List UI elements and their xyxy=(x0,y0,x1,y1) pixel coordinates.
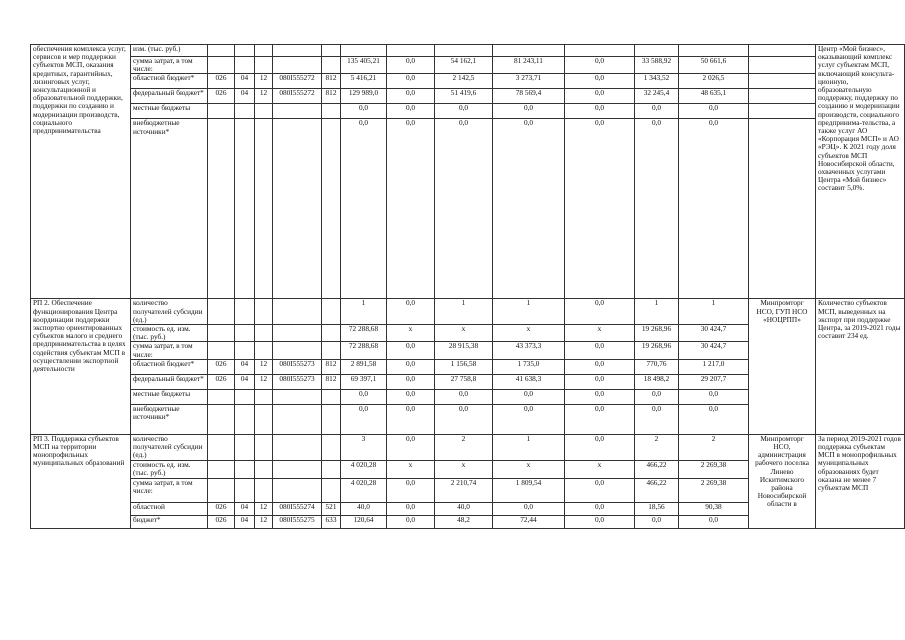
value-cell: 0,0 xyxy=(679,119,749,299)
value-cell: 51 419,6 xyxy=(435,89,493,104)
value-cell: 026 xyxy=(208,515,235,528)
value-cell: 0,0 xyxy=(493,104,565,119)
value-cell xyxy=(322,342,341,359)
value-cell: 81 243,11 xyxy=(493,57,565,74)
value-cell: 19 268,96 xyxy=(635,342,679,359)
indicator-cell: областной бюджет* xyxy=(131,74,208,89)
value-cell xyxy=(235,460,255,478)
indicator-cell: сумма затрат, в том числе: xyxy=(131,342,208,359)
value-cell: 1 156,58 xyxy=(435,359,493,374)
value-cell: x xyxy=(387,460,435,478)
value-cell: 12 xyxy=(255,502,273,515)
value-cell: 33 588,92 xyxy=(635,57,679,74)
indicator-cell: федеральный бюджет* xyxy=(131,89,208,104)
indicator-cell: внебюджетные источники* xyxy=(131,119,208,299)
value-cell: 0,0 xyxy=(341,404,387,434)
value-cell: 0,0 xyxy=(635,515,679,528)
value-cell: 3 xyxy=(341,434,387,460)
value-cell xyxy=(679,45,749,57)
value-cell: 1 xyxy=(341,299,387,325)
value-cell: x xyxy=(565,460,635,478)
value-cell: 0,0 xyxy=(565,374,635,389)
value-cell xyxy=(273,119,322,299)
value-cell: 72 288,68 xyxy=(341,325,387,342)
value-cell: x xyxy=(493,460,565,478)
value-cell xyxy=(208,119,235,299)
indicator-cell: количество получателей субсидии (ед.) xyxy=(131,434,208,460)
value-cell xyxy=(749,57,816,74)
value-cell xyxy=(749,45,816,57)
value-cell xyxy=(235,104,255,119)
value-cell: 0,0 xyxy=(565,342,635,359)
value-cell: 50 661,6 xyxy=(679,57,749,74)
value-cell xyxy=(235,389,255,404)
value-cell xyxy=(493,45,565,57)
table-row xyxy=(31,104,905,119)
value-cell: 120,64 xyxy=(341,515,387,528)
value-cell: 48 635,1 xyxy=(679,89,749,104)
value-cell: 0,0 xyxy=(435,119,493,299)
value-cell xyxy=(322,434,341,460)
activity-name-cell: РП 3. Поддержка субъектов МСП на территории монопрофильных муниципальных образований xyxy=(31,434,131,528)
value-cell: 026 xyxy=(208,359,235,374)
value-cell: 0,0 xyxy=(387,104,435,119)
value-cell: 0,0 xyxy=(387,515,435,528)
value-cell xyxy=(208,342,235,359)
indicator-cell: местные бюджеты xyxy=(131,104,208,119)
value-cell: 30 424,7 xyxy=(679,325,749,342)
value-cell: 633 xyxy=(322,515,341,528)
value-cell: 080I555274 xyxy=(273,502,322,515)
executor-cell: Минпромторг НСО, ГУП НСО «НОЦРПП» xyxy=(749,299,816,434)
value-cell: 0,0 xyxy=(565,502,635,515)
value-cell xyxy=(208,57,235,74)
value-cell xyxy=(565,45,635,57)
table-row xyxy=(31,434,905,460)
value-cell xyxy=(273,478,322,502)
value-cell xyxy=(255,104,273,119)
value-cell xyxy=(235,119,255,299)
value-cell: 1 xyxy=(679,299,749,325)
value-cell xyxy=(322,45,341,57)
value-cell xyxy=(235,404,255,434)
activity-name-cell: РП 2. Обеспечение функционирования Центра координации поддержки экспортно ориентированных субъектов малого и среднего предпринимательства в целях содействия субъектам МСП в осуществлении экспортной деятельности xyxy=(31,299,131,434)
value-cell: 812 xyxy=(322,89,341,104)
value-cell xyxy=(255,119,273,299)
value-cell: 04 xyxy=(235,515,255,528)
value-cell: 2 891,58 xyxy=(341,359,387,374)
value-cell: 1 xyxy=(435,299,493,325)
value-cell xyxy=(322,389,341,404)
value-cell: 12 xyxy=(255,515,273,528)
value-cell: 12 xyxy=(255,89,273,104)
value-cell: 04 xyxy=(235,374,255,389)
value-cell: 2 026,5 xyxy=(679,74,749,89)
value-cell xyxy=(387,45,435,57)
value-cell: 0,0 xyxy=(635,389,679,404)
indicator-cell: местные бюджеты xyxy=(131,389,208,404)
value-cell: x xyxy=(387,325,435,342)
value-cell: 2 xyxy=(635,434,679,460)
value-cell: 0,0 xyxy=(387,502,435,515)
indicator-cell: сумма затрат, в том числе: xyxy=(131,57,208,74)
value-cell: 1 xyxy=(493,434,565,460)
value-cell xyxy=(322,299,341,325)
value-cell xyxy=(208,460,235,478)
value-cell: 026 xyxy=(208,502,235,515)
value-cell xyxy=(273,389,322,404)
value-cell xyxy=(235,434,255,460)
value-cell: 0,0 xyxy=(565,359,635,374)
value-cell: 0,0 xyxy=(565,404,635,434)
value-cell: 4 020,28 xyxy=(341,460,387,478)
value-cell xyxy=(273,104,322,119)
value-cell: 1 xyxy=(493,299,565,325)
activity-name-cell: обеспечения комплекса услуг, сервисов и мер поддержки субъектов МСП, оказания кредитных, гарантийных, лизинговых услуг, консультационной и образовательной поддержки, поддержки по созданию и модернизации производств, социального предпринимательства xyxy=(31,45,131,299)
value-cell: 04 xyxy=(235,74,255,89)
value-cell: 27 758,8 xyxy=(435,374,493,389)
table-row xyxy=(31,119,905,299)
value-cell xyxy=(235,342,255,359)
value-cell: 40,0 xyxy=(435,502,493,515)
value-cell xyxy=(322,478,341,502)
value-cell: 0,0 xyxy=(387,74,435,89)
value-cell: 0,0 xyxy=(565,434,635,460)
value-cell xyxy=(208,389,235,404)
value-cell xyxy=(635,45,679,57)
value-cell xyxy=(255,299,273,325)
value-cell: 812 xyxy=(322,74,341,89)
value-cell: 0,0 xyxy=(435,389,493,404)
value-cell xyxy=(208,104,235,119)
indicator-cell: бюджет* xyxy=(131,515,208,528)
value-cell xyxy=(208,45,235,57)
value-cell: 0,0 xyxy=(635,104,679,119)
value-cell: 43 373,3 xyxy=(493,342,565,359)
indicator-cell: изм. (тыс. руб.) xyxy=(131,45,208,57)
value-cell xyxy=(749,119,816,299)
value-cell xyxy=(341,45,387,57)
value-cell xyxy=(235,57,255,74)
value-cell: 12 xyxy=(255,74,273,89)
value-cell xyxy=(255,389,273,404)
value-cell: 0,0 xyxy=(565,478,635,502)
value-cell: 04 xyxy=(235,89,255,104)
value-cell: 54 162,1 xyxy=(435,57,493,74)
value-cell: 41 638,3 xyxy=(493,374,565,389)
value-cell: 0,0 xyxy=(387,57,435,74)
value-cell xyxy=(322,325,341,342)
value-cell xyxy=(749,74,816,89)
value-cell xyxy=(322,57,341,74)
value-cell xyxy=(208,434,235,460)
value-cell xyxy=(749,89,816,104)
value-cell: 0,0 xyxy=(679,389,749,404)
value-cell: 0,0 xyxy=(387,359,435,374)
value-cell xyxy=(208,325,235,342)
value-cell: 18 498,2 xyxy=(635,374,679,389)
indicator-cell: областной бюджет* xyxy=(131,359,208,374)
value-cell: 72 288,68 xyxy=(341,342,387,359)
value-cell: 69 397,1 xyxy=(341,374,387,389)
value-cell: 19 268,96 xyxy=(635,325,679,342)
value-cell: 18,56 xyxy=(635,502,679,515)
value-cell: 29 207,7 xyxy=(679,374,749,389)
value-cell: 2 269,38 xyxy=(679,460,749,478)
value-cell xyxy=(255,45,273,57)
value-cell: 78 569,4 xyxy=(493,89,565,104)
value-cell xyxy=(255,57,273,74)
value-cell xyxy=(273,299,322,325)
value-cell xyxy=(208,299,235,325)
value-cell: 0,0 xyxy=(565,89,635,104)
value-cell xyxy=(322,460,341,478)
indicator-cell: сумма затрат, в том числе: xyxy=(131,478,208,502)
value-cell: 0,0 xyxy=(565,57,635,74)
value-cell: 0,0 xyxy=(387,342,435,359)
value-cell: 1 217,0 xyxy=(679,359,749,374)
value-cell xyxy=(273,45,322,57)
value-cell xyxy=(273,460,322,478)
result-cell: За период 2019-2021 годов поддержка субъектам МСП в монопрофильных муниципальных образованиях будет оказана не менее 7 субъектам МСП xyxy=(816,434,905,528)
value-cell: 0,0 xyxy=(387,299,435,325)
executor-cell: Минпромторг НСО, администрация рабочего поселка Линево Искитимского района Новосибирской области в xyxy=(749,434,816,528)
indicator-cell: областной xyxy=(131,502,208,515)
value-cell: 3 273,71 xyxy=(493,74,565,89)
value-cell: 5 416,21 xyxy=(341,74,387,89)
value-cell: 0,0 xyxy=(341,104,387,119)
value-cell: 0,0 xyxy=(493,404,565,434)
value-cell: 0,0 xyxy=(493,119,565,299)
value-cell: 521 xyxy=(322,502,341,515)
table-body xyxy=(31,45,905,529)
value-cell: 0,0 xyxy=(387,478,435,502)
value-cell: 0,0 xyxy=(387,434,435,460)
value-cell: 40,0 xyxy=(341,502,387,515)
value-cell: 0,0 xyxy=(565,515,635,528)
table-row xyxy=(31,74,905,89)
value-cell: 12 xyxy=(255,374,273,389)
value-cell: 0,0 xyxy=(387,374,435,389)
value-cell: 812 xyxy=(322,359,341,374)
indicator-cell: стоимость ед. изм. (тыс. руб.) xyxy=(131,325,208,342)
value-cell xyxy=(273,434,322,460)
value-cell: 04 xyxy=(235,359,255,374)
value-cell: 0,0 xyxy=(635,404,679,434)
table-row xyxy=(31,45,905,57)
value-cell xyxy=(273,325,322,342)
value-cell: 129 989,0 xyxy=(341,89,387,104)
indicator-cell: внебюджетные источники* xyxy=(131,404,208,434)
value-cell: x xyxy=(565,325,635,342)
value-cell: 32 245,4 xyxy=(635,89,679,104)
value-cell xyxy=(255,404,273,434)
value-cell: 0,0 xyxy=(679,104,749,119)
table-row xyxy=(31,89,905,104)
value-cell: 0,0 xyxy=(435,104,493,119)
value-cell xyxy=(322,104,341,119)
table-row xyxy=(31,299,905,325)
indicator-cell: федеральный бюджет* xyxy=(131,374,208,389)
value-cell: x xyxy=(493,325,565,342)
value-cell: 466,22 xyxy=(635,460,679,478)
value-cell: 28 915,38 xyxy=(435,342,493,359)
result-cell: Количество субъектов МСП, выведенных на экспорт при поддержке Центра, за 2019-2021 годы составит 234 ед. xyxy=(816,299,905,434)
value-cell: 080I555272 xyxy=(273,74,322,89)
value-cell xyxy=(235,45,255,57)
value-cell: 12 xyxy=(255,359,273,374)
value-cell: 4 020,28 xyxy=(341,478,387,502)
value-cell xyxy=(273,57,322,74)
value-cell: 1 735,0 xyxy=(493,359,565,374)
value-cell: 026 xyxy=(208,74,235,89)
value-cell: 0,0 xyxy=(387,89,435,104)
value-cell xyxy=(255,478,273,502)
value-cell: 0,0 xyxy=(565,104,635,119)
value-cell: 080I555273 xyxy=(273,374,322,389)
value-cell: 2 269,38 xyxy=(679,478,749,502)
value-cell xyxy=(273,404,322,434)
value-cell: 0,0 xyxy=(565,389,635,404)
value-cell: 30 424,7 xyxy=(679,342,749,359)
value-cell: 0,0 xyxy=(387,119,435,299)
value-cell xyxy=(322,119,341,299)
value-cell: 0,0 xyxy=(387,389,435,404)
value-cell: 0,0 xyxy=(493,502,565,515)
value-cell: 72,44 xyxy=(493,515,565,528)
value-cell: 0,0 xyxy=(565,119,635,299)
value-cell: 04 xyxy=(235,502,255,515)
value-cell xyxy=(255,434,273,460)
value-cell: 1 xyxy=(635,299,679,325)
program-table xyxy=(30,44,905,529)
value-cell: 080I555273 xyxy=(273,359,322,374)
value-cell xyxy=(235,325,255,342)
value-cell: 2 xyxy=(435,434,493,460)
value-cell: 0,0 xyxy=(493,389,565,404)
value-cell: 0,0 xyxy=(679,404,749,434)
value-cell: 90,38 xyxy=(679,502,749,515)
value-cell xyxy=(749,104,816,119)
value-cell: 080I555275 xyxy=(273,515,322,528)
value-cell: 0,0 xyxy=(435,404,493,434)
value-cell: 1 343,52 xyxy=(635,74,679,89)
value-cell xyxy=(255,325,273,342)
value-cell: x xyxy=(435,325,493,342)
value-cell xyxy=(208,404,235,434)
value-cell: 2 142,5 xyxy=(435,74,493,89)
value-cell: 0,0 xyxy=(679,515,749,528)
value-cell: 080I555272 xyxy=(273,89,322,104)
value-cell: 1 809,54 xyxy=(493,478,565,502)
value-cell xyxy=(255,342,273,359)
value-cell: 026 xyxy=(208,374,235,389)
result-cell: Центр «Мой бизнес», оказывающий комплекс услуг субъектам МСП, включающий консульта-ционную, образовательную поддержку, поддержку по созданию и модернизации производств, социального предпринима-тельства, а также услуг АО «Корпорация МСП» и АО «РЭЦ». К 2021 году доля субъектов МСП Новосибирской области, охваченных услугами Центра «Мой бизнес» составит 5,0%. xyxy=(816,45,905,299)
indicator-cell: количество получателей субсидии (ед.) xyxy=(131,299,208,325)
value-cell: 2 210,74 xyxy=(435,478,493,502)
value-cell xyxy=(435,45,493,57)
value-cell: x xyxy=(435,460,493,478)
value-cell: 0,0 xyxy=(565,299,635,325)
indicator-cell: стоимость ед. изм. (тыс. руб.) xyxy=(131,460,208,478)
value-cell: 026 xyxy=(208,89,235,104)
value-cell: 770,76 xyxy=(635,359,679,374)
value-cell xyxy=(322,404,341,434)
value-cell: 48,2 xyxy=(435,515,493,528)
value-cell: 135 405,21 xyxy=(341,57,387,74)
value-cell: 0,0 xyxy=(341,119,387,299)
table-row xyxy=(31,57,905,74)
value-cell xyxy=(235,478,255,502)
value-cell: 812 xyxy=(322,374,341,389)
value-cell: 2 xyxy=(679,434,749,460)
value-cell xyxy=(273,342,322,359)
value-cell xyxy=(208,478,235,502)
value-cell: 0,0 xyxy=(635,119,679,299)
value-cell: 0,0 xyxy=(387,404,435,434)
value-cell: 0,0 xyxy=(565,74,635,89)
value-cell: 466,22 xyxy=(635,478,679,502)
value-cell xyxy=(255,460,273,478)
value-cell: 0,0 xyxy=(341,389,387,404)
value-cell xyxy=(235,299,255,325)
